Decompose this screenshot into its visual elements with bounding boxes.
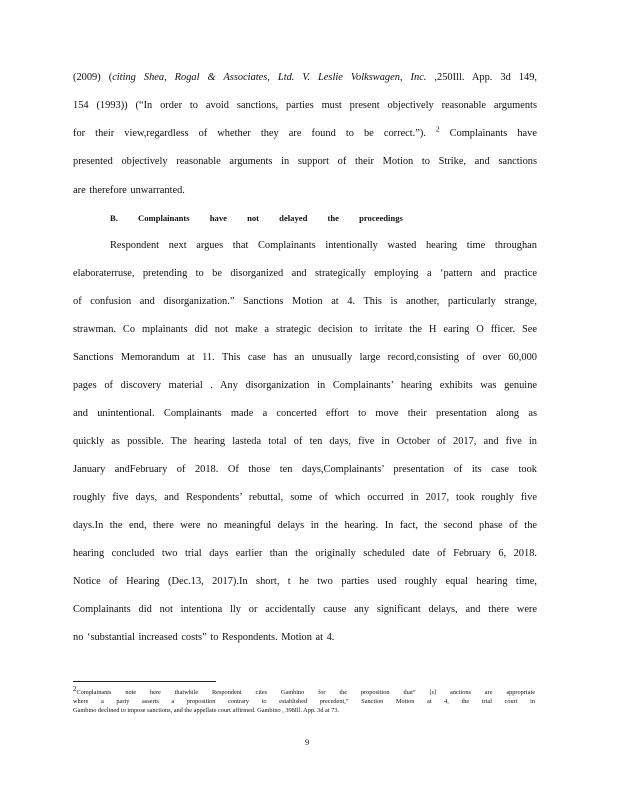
body-line-4: strawman. Co mplainants did not make a strategic decision to irritate the H earing O fficer. See xyxy=(73,324,537,335)
text-line-5: are therefore unwarranted. xyxy=(73,185,185,196)
body-line-9: January andFebruary of 2018. Of those ten days,Complainants’ presentation of its case took xyxy=(73,464,537,475)
page-number: 9 xyxy=(305,737,310,747)
body-line-3: of confusion and disorganization.” Sanctions Motion at 4. This is another, particularly strange, xyxy=(73,296,537,307)
body-line-15: no ‘substantial increased costs” to Respondents. Motion at 4. xyxy=(73,632,335,643)
section-heading: B. Complainants have not delayed the proceedings xyxy=(110,213,403,223)
footnote-marker: 2 xyxy=(73,684,77,693)
text-line-3-end: Complainants have xyxy=(449,128,537,139)
footnote-line-2: where a party asserts a proposition contrary to established precedent,” Sanction Motion at 4, the trial court in xyxy=(73,698,535,705)
text-line-3-start: for their view,regardless of whether they are found to be correct.”). xyxy=(73,128,426,139)
text-line-1: (2009) (citing Shea, Rogal & Associates, Ltd. V. Leslie Volkswagen, Inc. ,250Ill. App. 3d 149, xyxy=(73,72,537,83)
body-line-6: pages of discovery material . Any disorganization in Complainants’ hearing exhibits was genuine xyxy=(73,380,537,391)
body-line-11: days.In the end, there were no meaningful delays in the hearing. In fact, the second phase of the xyxy=(73,520,537,531)
text-line-2: 154 (1993)) (“In order to avoid sanctions, parties must present objectively reasonable arguments xyxy=(73,100,537,111)
footnote-line-1-text: Complainants note here thatwhile Respondent cites Gambino for the proposition that“ [s] anctions are appropriate xyxy=(76,689,535,696)
body-line-10: roughly five days, and Respondents’ rebuttal, some of which occurred in 2017, took roughly five xyxy=(73,492,537,503)
body-line-12: hearing concluded two trial days earlier than the originally scheduled date of February 6, 2018. xyxy=(73,548,537,559)
body-line-13: Notice of Hearing (Dec.13, 2017).In short, t he two parties used roughly equal hearing time, xyxy=(73,576,537,587)
body-line-7: and unintentional. Complainants made a concerted effort to move their presentation along as xyxy=(73,408,537,419)
body-line-5: Sanctions Memorandum at 11. This case has an unusually large record,consisting of over 60,000 xyxy=(73,352,537,363)
body-line-8: quickly as possible. The hearing lasteda total of ten days, five in October of 2017, and five in xyxy=(73,436,537,447)
footnote-divider xyxy=(73,681,216,682)
body-line-2: elaboraterruse, pretending to be disorganized and strategically employing a ‘pattern and practice xyxy=(73,268,537,279)
footnote-ref: 2 xyxy=(436,125,440,134)
footnote-line-1 xyxy=(73,684,535,697)
text-line-4: presented objectively reasonable arguments in support of their Motion to Strike, and sanctions xyxy=(73,156,537,167)
text-line-3 xyxy=(73,127,537,141)
body-line-1: Respondent next argues that Complainants intentionally wasted hearing time throughan xyxy=(110,240,537,251)
body-line-14: Complainants did not intentiona lly or accidentally cause any significant delays, and there were xyxy=(73,604,537,615)
footnote-line-3: Gambino declined to impose sanctions, and the appellate court affirmed. Gambino , 398Ill. App. 3d at 73. xyxy=(73,707,340,714)
